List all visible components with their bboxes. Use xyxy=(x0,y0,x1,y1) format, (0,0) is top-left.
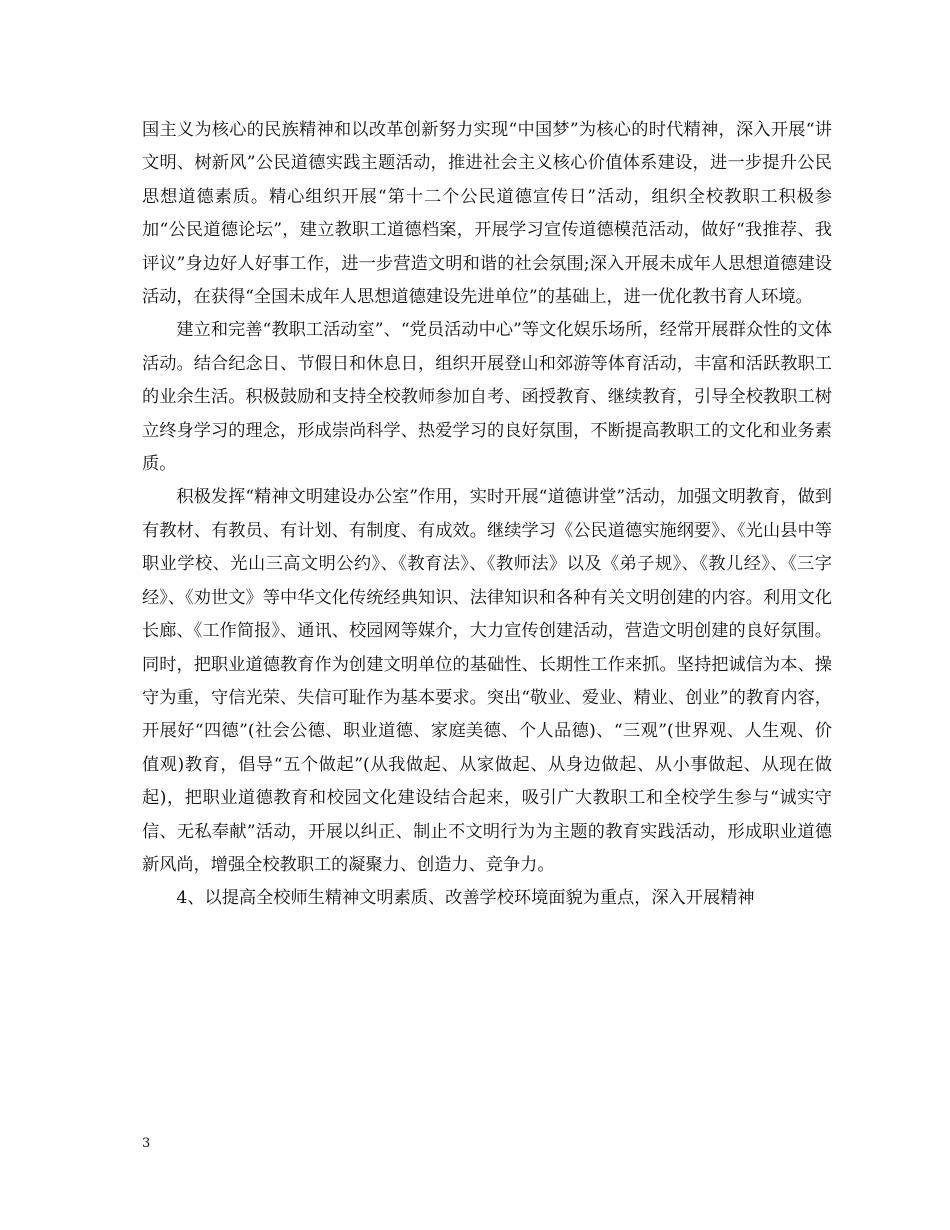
page-number: 3 xyxy=(142,1136,151,1151)
paragraph-4: 4、以提高全校师生精神文明素质、改善学校环境面貌为重点，深入开展精神 xyxy=(176,888,755,909)
paragraph-1: 国主义为核心的民族精神和以改革创新努力实现“中国梦”为核心的时代精神，深入开展“讲文明、树新风”公民道德实践主题活动，推进社会主义核心价值体系建设，进一步提升公民思想道德素质。精心组织开展“第十二个公民道德宣传日”活动，组织全校教职工积极参加“公民道德论坛”，建立教职工道德档案，开展学习宣传道德模范活动，做好“我推荐、我评议”身边好人好事工作，进一步营造文明和谐的社会氛围;深入开展未成年人思想道德建设活动，在获得“全国未成年人思想道德建设先进单位”的基础上，进一优化教书育人环境。 xyxy=(142,120,832,308)
paragraph-3: 积极发挥“精神文明建设办公室”作用，实时开展“道德讲堂”活动，加强文明教育，做到有教材、有教员、有计划、有制度、有成效。继续学习《公民道德实施纲要》、《光山县中等职业学校、光山三高文明公约》、《教育法》、《教师法》以及《弟子规》、《教儿经》、《三字经》、《劝世文》等中华文化传统经典知识、法律知识和各种有关文明创建的内容。利用文化长廊、《工作简报》、通讯、校园网等媒介，大力宣传创建活动，营造文明创建的良好氛围。同时，把职业道德教育作为创建文明单位的基础性、长期性工作来抓。坚持把诚信为本、操守为重，守信光荣、失信可耻作为基本要求。突出“敬业、爱业、精业、创业”的教育内容，开展好“四德”(社会公德、职业道德、家庭美德、个人品德)、“三观”(世界观、人生观、价值观)教育，倡导“五个做起”(从我做起、从家做起、从身边做起、从小事做起、从现在做起)，把职业道德教育和校园文化建设结合起来，吸引广大教职工和全校学生参与“诚实守信、无私奉献”活动，开展以纠正、制止不文明行为为主题的教育实践活动，形成职业道德新风尚，增强全校教职工的凝聚力、创造力、竞争力。 xyxy=(142,487,832,875)
paragraph-2: 建立和完善“教职工活动室”、“党员活动中心”等文化娱乐场所，经常开展群众性的文体活动。结合纪念日、节假日和休息日，组织开展登山和郊游等体育活动，丰富和活跃教职工的业余生活。积极鼓励和支持全校教师参加自考、函授教育、继续教育，引导全校教职工树立终身学习的理念，形成崇尚科学、热爱学习的良好氛围，不断提高教职工的文化和业务素质。 xyxy=(142,320,832,475)
document-body xyxy=(142,114,832,916)
